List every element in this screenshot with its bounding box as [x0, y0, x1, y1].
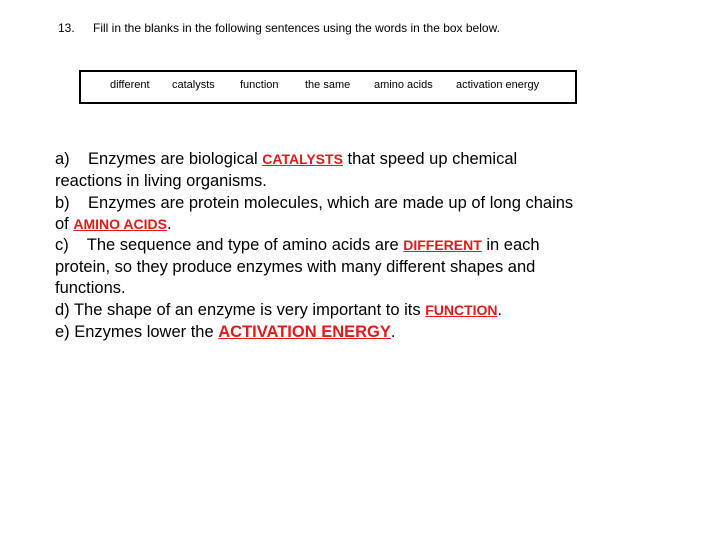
sentence-b-cont: [55, 215, 172, 234]
sentence-c-cont: protein, so they produce enzymes with many different shapes and: [55, 258, 536, 276]
question-number: 13.: [58, 21, 75, 35]
sentence-e: [55, 323, 395, 342]
instruction-text: Fill in the blanks in the following sentences using the words in the box below.: [93, 21, 500, 35]
word-option: activation energy: [456, 79, 540, 91]
answer-amino-acids: AMINO ACIDS: [73, 216, 167, 232]
sentence-text: in each: [481, 236, 540, 254]
word-option: the same: [305, 79, 351, 91]
answer-activation-energy: ACTIVATION ENERGY: [218, 323, 391, 341]
word-box: [79, 70, 577, 104]
sentence-text: d) The shape of an enzyme is very important to its: [55, 301, 426, 319]
sentence-text: .: [497, 301, 503, 319]
sentence-text: c) The sequence and type of amino acids are: [55, 236, 404, 254]
word-option: catalysts: [172, 79, 215, 91]
sentence-text: e) Enzymes lower the: [55, 323, 219, 341]
answer-function: FUNCTION: [425, 302, 498, 318]
sentence-text: .: [390, 323, 396, 341]
sentence-text: .: [166, 215, 172, 233]
word-option: amino acids: [374, 79, 433, 91]
answer-catalysts: CATALYSTS: [262, 151, 343, 167]
sentence-text: of: [55, 215, 74, 233]
sentence-text: that speed up chemical: [342, 150, 518, 168]
sentence-b: b) Enzymes are protein molecules, which are made up of long chains: [55, 194, 574, 212]
sentence-c-cont2: functions.: [55, 279, 126, 297]
answer-different: DIFFERENT: [403, 237, 482, 253]
word-option: function: [240, 79, 279, 91]
sentence-c: [55, 236, 540, 255]
sentence-a: [55, 150, 517, 169]
sentence-a-cont: reactions in living organisms.: [55, 172, 267, 190]
sentence-d: [55, 301, 502, 320]
sentence-text: a) Enzymes are biological: [55, 150, 263, 168]
word-option: different: [110, 79, 150, 91]
